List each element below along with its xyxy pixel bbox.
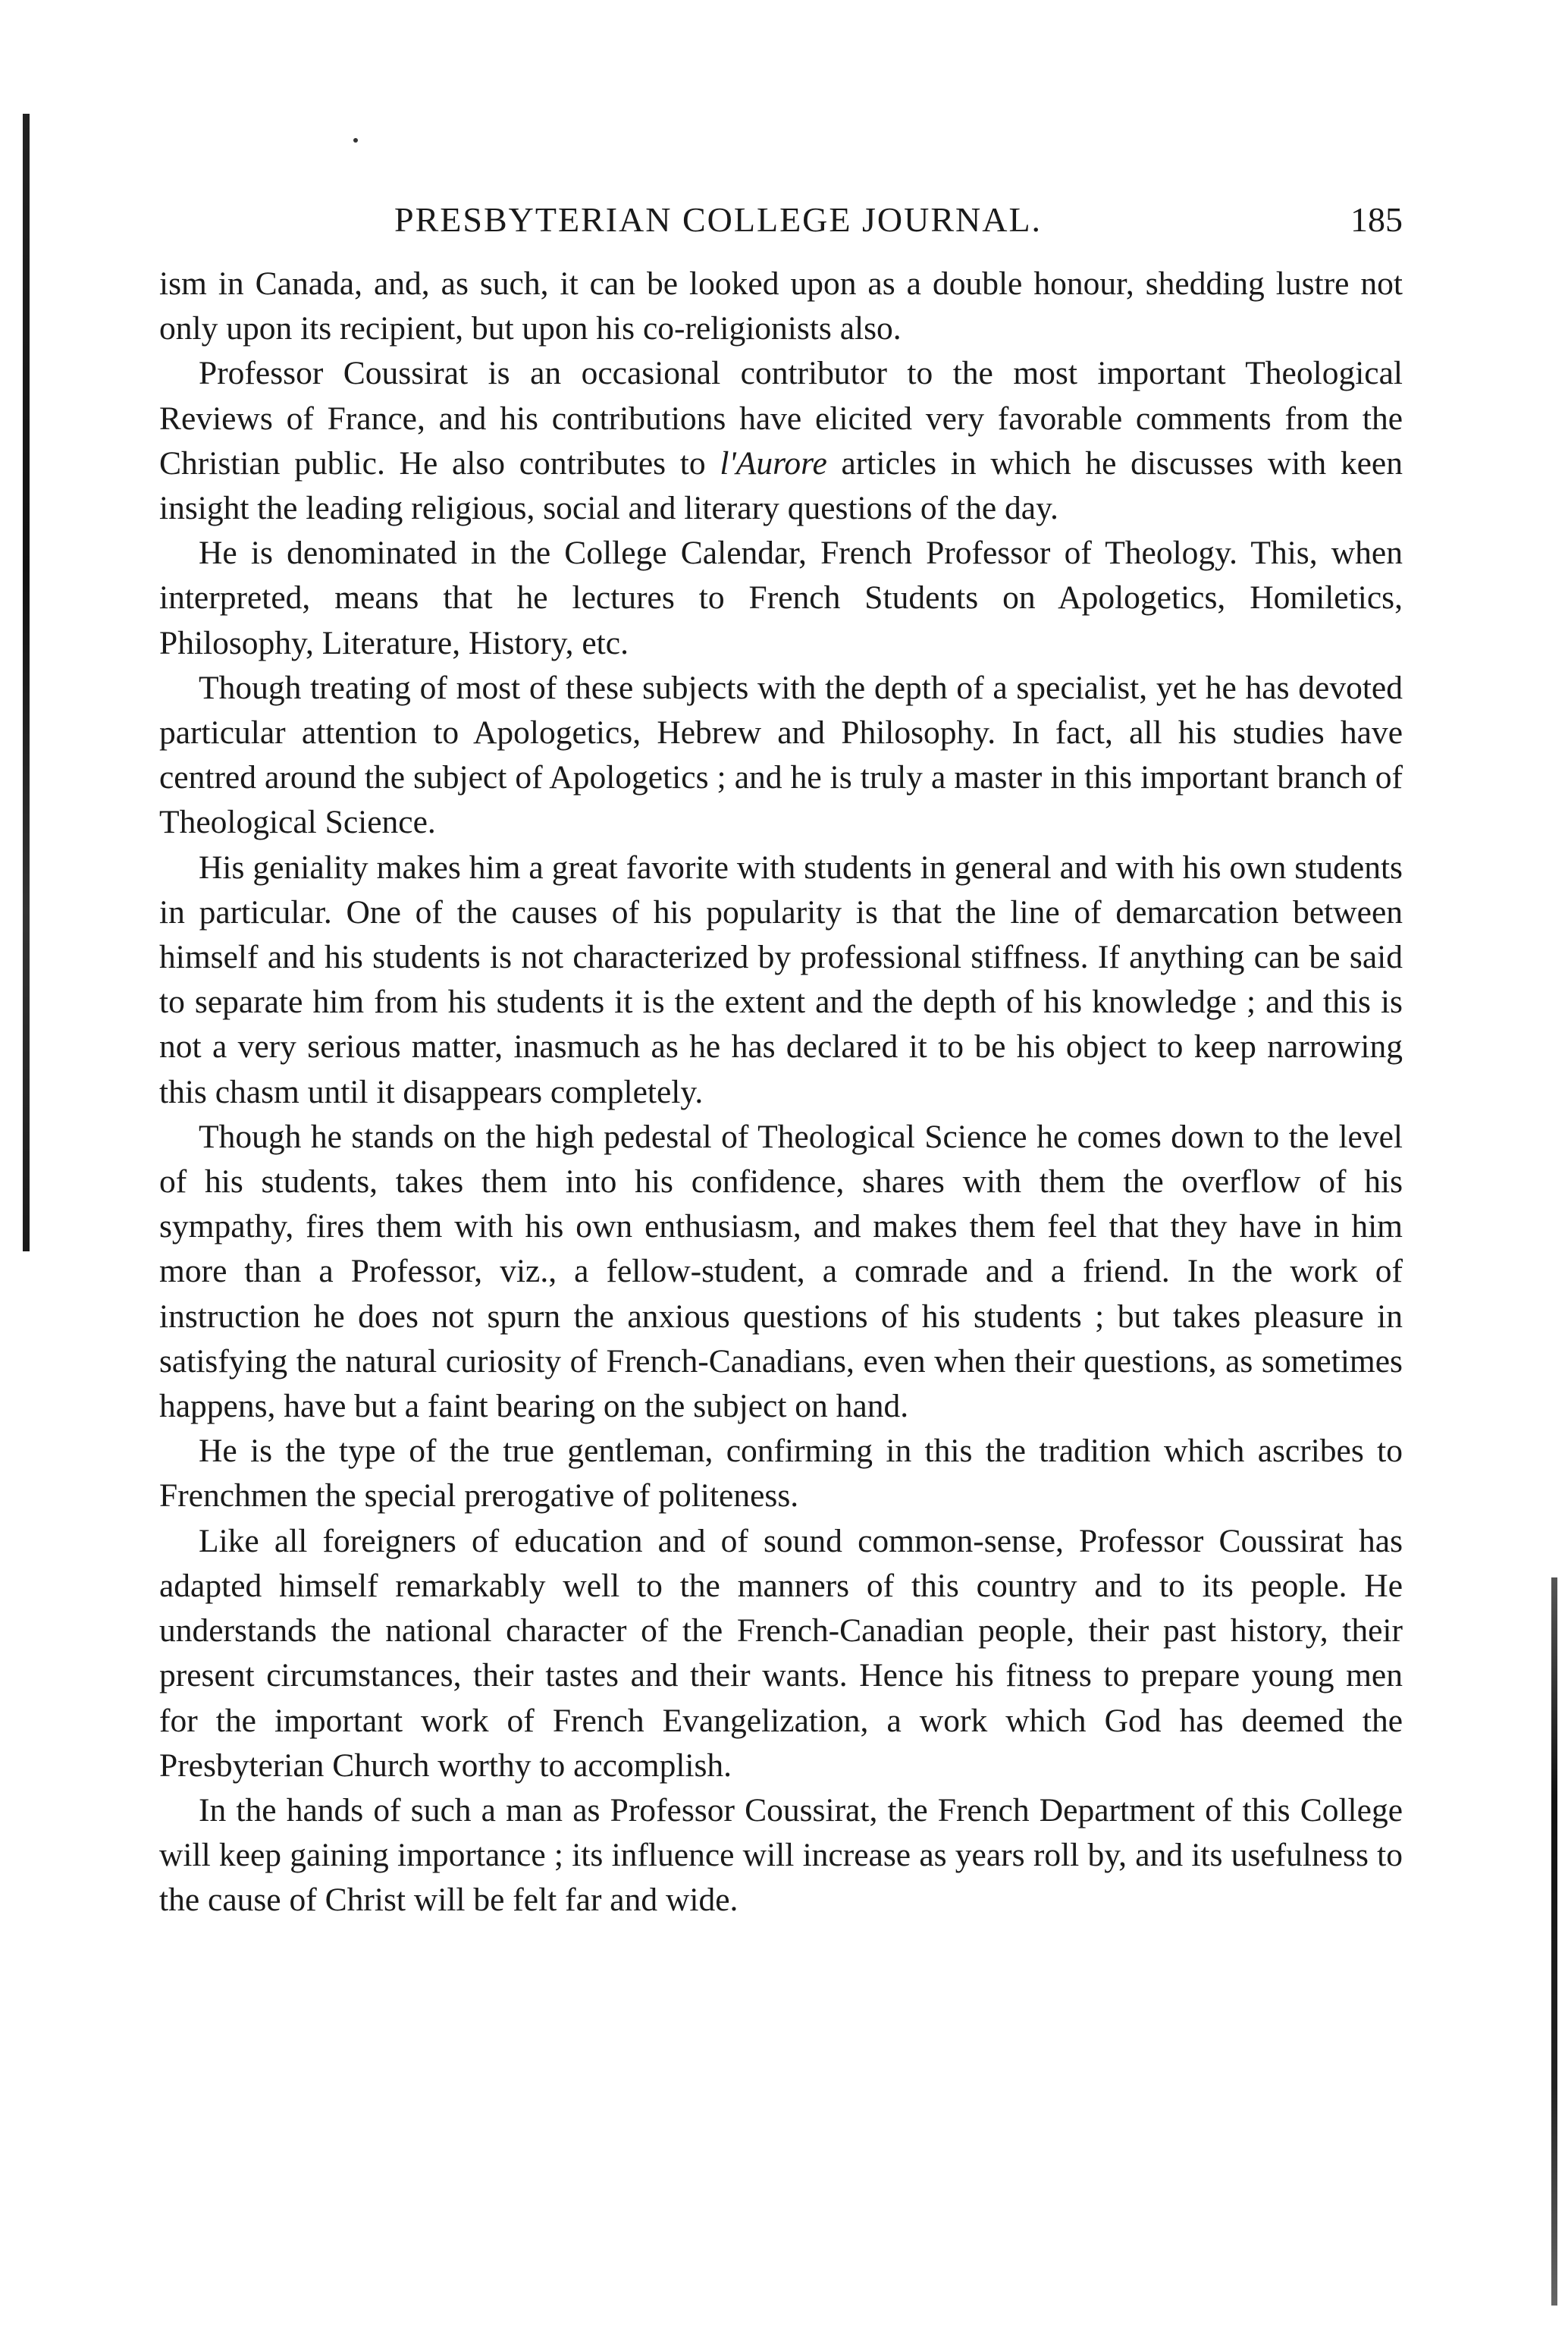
paragraph: Though treating of most of these subjects with the depth of a specialist, yet he has devoted particular attention to Apologetics, Hebrew and Philosophy. In fact, all his studies have centred around the subject of Apologetics ; and he is truly a master in this important branch of Theological Science. [159,669,1403,841]
paragraph: ism in Canada, and, as such, it can be looked upon as a double honour, shedding lustre not only upon its recipient, but upon his co-religionists also. [159,265,1403,347]
paragraph [159,351,1403,531]
paragraph-text: Professor Coussirat is an occasional contributor to the most important Theological Reviews of France, and his contributions have elicited very favorable comments from the Christian public. He also contributes to [159,355,1403,482]
scan-edge-left [23,114,30,1251]
paragraph: In the hands of such a man as Professor Coussirat, the French Department of this College will keep gaining importance ; its influence will increase as years roll by, and its usefulness to the cause of Christ will be felt far and wide. [159,1791,1403,1919]
paragraph: Though he stands on the high pedestal of Theological Science he comes down to the level of his students, takes them into his confidence, shares with them the overflow of his sympathy, fires them with his own enthusiasm, and makes them feel that they have in him more than a Professor, viz., a fellow-student, a comrade and a friend. In the work of instruction he does not spurn the anxious questions of his students ; but takes pleasure in satisfying the natural curiosity of French-Canadians, even when their questions, as sometimes happens, have but a faint bearing on the subject on hand. [159,1118,1403,1425]
scan-edge-right [1551,1577,1557,2306]
paragraph-text: articles in which he discusses with keen insight the leading religious, social and literary questions of the day. [159,444,1403,527]
paragraph: His geniality makes him a great favorite with students in general and with his own students in particular. One of the causes of his popularity is that the line of demarcation between himself and his students is not characterized by professional stiffness. If anything can be said to separate him from his students it is the extent and the depth of his knowledge ; and this is not a very serious matter, inasmuch as he has declared it to be his object to keep narrowing this chasm until it disappears completely. [159,849,1403,1110]
running-header [159,190,1403,250]
page-number: 185 [1350,200,1403,239]
article-body [159,262,1403,1923]
ink-speck [353,138,358,143]
paragraph: Like all foreigners of education and of sound common-sense, Professor Coussirat has adapted himself remarkably well to the manners of this country and to its people. He understands the national character of the French-Canadian people, their past history, their present circumstances, their tastes and their wants. Hence his fitness to prepare young men for the important work of French Evangelization, a work which God has deemed the Presbyterian Church worthy to accomplish. [159,1522,1403,1784]
paragraph: He is denominated in the College Calendar, French Professor of Theology. This, when interpreted, means that he lectures to French Students on Apologetics, Homiletics, Philosophy, Literature, History, etc. [159,535,1403,661]
running-title: PRESBYTERIAN COLLEGE JOURNAL. [394,200,1043,239]
paragraph: He is the type of the true gentleman, confirming in this the tradition which ascribes to Frenchmen the special prerogative of politeness. [159,1433,1403,1515]
periodical-title: l'Aurore [720,444,827,482]
